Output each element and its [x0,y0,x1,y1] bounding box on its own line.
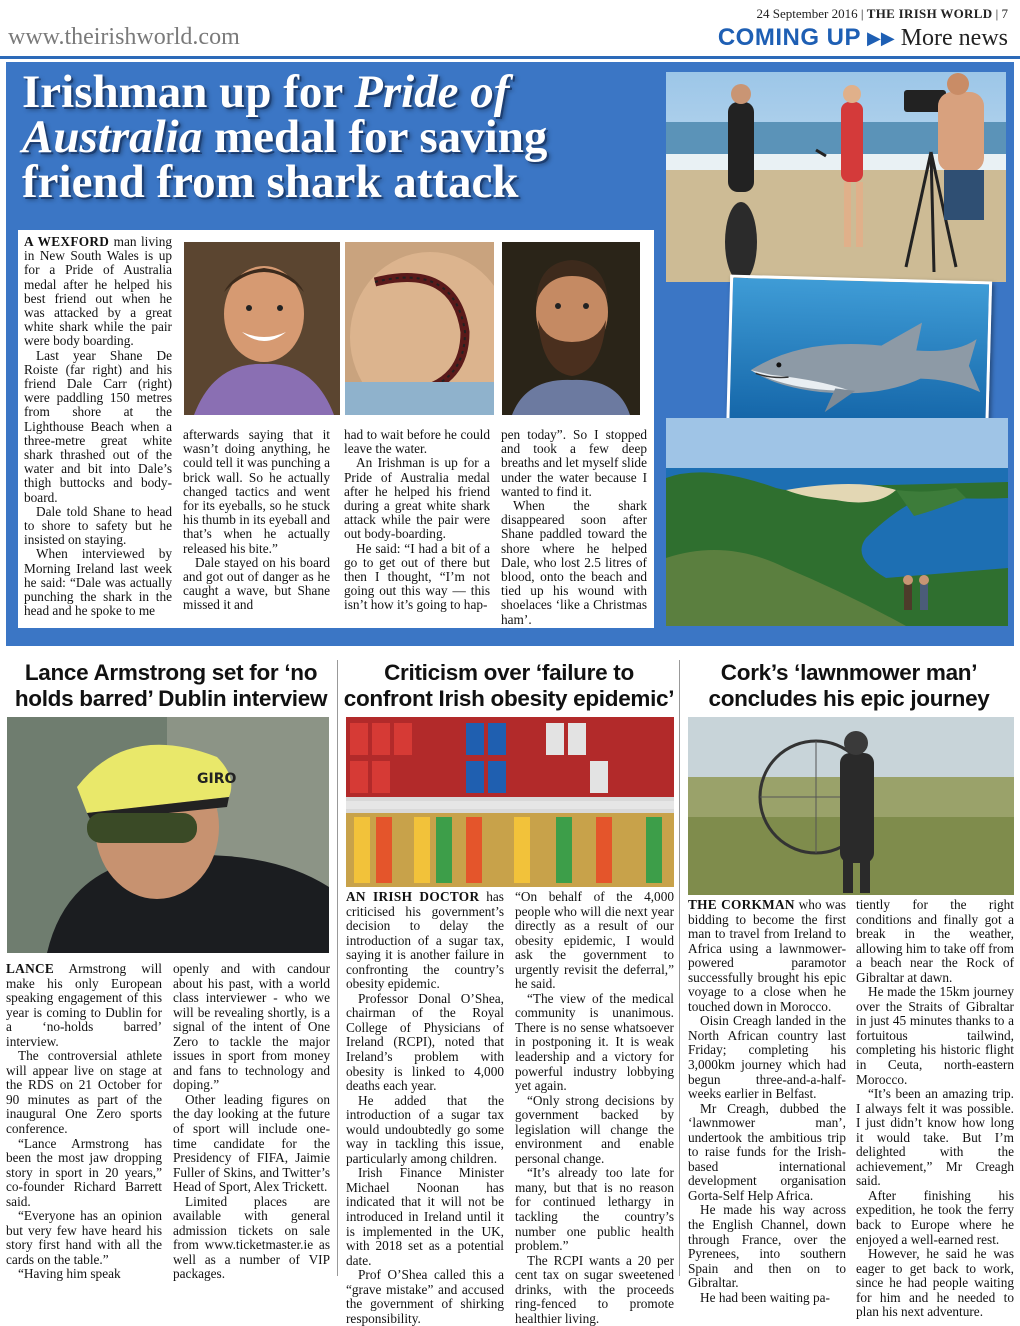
soft-drinks-shelf-photo [346,717,674,887]
feature-column-3: had to wait before he could leave the water. An Irishman is up for a Pride of Australia medal after he helped his friend during a great white shark attack while the pair were out body-boarding. He said: “I had a bit of a go to get out of there but then I thought, “I’m not going out this way — this isn’t how it’s going to hap- [344,427,490,613]
obesity-headline: Criticism over ‘failure to confront Irish obesity epidemic’ [343,660,675,711]
publication-name: THE IRISH WORLD [866,6,993,21]
paramotor-pilot-photo [688,717,1014,895]
feature-column-2: afterwards saying that it wasn’t doing anything, he could tell it was punching a brick wall. So he actually changed tactics and went for its eyeballs, so he stuck his thumb in its eyeball and that’s when he actually released his bite.” Dale stayed on his board and got out of danger as he caught a wave, but Shane missed it and [183,427,330,613]
armstrong-headline: Lance Armstrong set for ‘no holds barred’ Dublin interview [14,660,328,711]
coming-up-label: COMING UP [717,24,861,51]
feature-headline: Irishman up for Pride of Australia medal for saving friend from shark attack [22,66,548,208]
bearded-man-photo [502,242,640,415]
obesity-column-2: “On behalf of the 4,000 people who will die next year directly as a result of our obesity epidemic, I would ask the government to urgently revisit the deferral,” he said. “The view of the medical community is unanimous. There is no sense whatsoever in postponing it. It is weak leadership and a victory for powerful industry lobbying yet again. “Only strong decisions by government backed by legislation will change the environment and enable personal change. “It’s already too late for many, but that is no reason for continued lethargy in tackling the country’s number one public health problem.” The RCPI wants a 20 per cent tax on sugar sweetened drinks, with the proceeds ring-fenced to promote healthier living. [515,889,674,1326]
feature-column-4: pen today”. So I stopped and took a few deep breaths and let myself slide under the water because I wanted to find it. When the shark disappeared soon after Shane paddled toward the shore where he helped Dale, who lost 2.5 litres of blood, onto the beach and tied up his wound with shoelaces ‘like a Christmas ham’. [501,427,647,627]
lawnmower-column-1: THE CORKMAN who was bidding to become the first man to travel from Ireland to Africa using a lawnmower-powered paramotor successfully brought his epic voyage to a close when he touched down in Morocco. Oisin Creagh landed in the North African country last Friday; completing his 3,000km journey which had begun three-and-a-half-weeks earlier in Belfast. Mr Creagh, dubbed the ‘lawnmower man’, undertook the ambitious trip to raise funds for the Irish-based international development organisation Gorta-Self Help Africa. He made his way across the English Channel, down through France, over the Pyrenees, into southern Spain and then on to Gibraltar. He had been waiting pa- [688,897,846,1305]
lance-armstrong-photo [7,717,329,953]
column-divider [679,660,680,1276]
feature-column-1: A WEXFORD man living in New South Wales is up for a Pride of Australia medal after he helped his best friend out when he was attacked by a great white shark while the pair were body boarding. Last year Shane De Roiste (far right) and his friend Dale Carr (right) were paddling 150 metres from shore at the Lighthouse Beach when a three-metre great white shark thrashed out of the water and bit into Dale’s thigh buttocks and body-board. Dale told Shane to head to shore to safety but he insisted on staying. When interviewed by Morning Ireland last week he said: “Dale was actually punching the shark in the head and he spoke to me [24,234,172,619]
armstrong-column-1: LANCE Armstrong will make his only European speaking engagement of this year is coming to Dublin for a ‘no-holds barred’ interview. The controversial athlete will appear live on stage at the RDS on 21 October for 90 minutes as part of the inaugural One Zero sports conference. “Lance Armstrong has been the most jaw dropping story in sport in 20 years,” co-founder Richard Barrett said. “Everyone has an opinion but very few have heard his story first hand with all the cards on the table.” “Having him speak [6,961,162,1282]
coming-up-banner [718,24,1008,52]
issue-date: 24 September 2016 [756,6,858,21]
lawnmower-headline: Cork’s ‘lawnmower man’ concludes his epic journey [708,660,990,711]
lawnmower-column-2: tiently for the right conditions and finally got a break in the weather, allowing him to take off from a beach near the Rock of Gibraltar at dawn. He made the 15km journey over the Straits of Gibraltar in just 45 minutes thanks to a fortuitous tailwind, completing his historic flight in Ceuta, north-eastern Morocco. “It’s been an amazing trip. I always felt it was possible. I just didn’t know how long it would take. But I’m delighted with the achievement,” Mr Creagh said. After finishing his expedition, he took the ferry back to Europe where he enjoyed a well-earned rest. However, he said he was eager to get back to work, since he had people waiting for him and he needed to plan his next adventure. [856,897,1014,1320]
beach-interview-photo [666,72,1006,282]
obesity-column-1: AN IRISH DOCTOR has criticised his government’s decision to delay the introduction of a sugar tax, saying it is another failure in confronting the country’s obesity epidemic. Professor Donal O’Shea, chairman of the Royal College of Physicians of Ireland (RCPI), noted that Ireland’s problem with obesity is linked to 4,000 deaths each year. He added that the introduction of a sugar tax would undoubtedly go some way in tackling this issue, particularly among children. Irish Finance Minister Michael Noonan has indicated that it will not be introduced in Ireland until it is implemented in the UK, with 2018 set as a potential date. Prof O’Shea called this a “grave mistake” and accused the government of shirking responsibility. [346,889,504,1326]
site-url[interactable]: www.theirishworld.com [8,24,240,50]
masthead-date-line: 24 September 2016 | THE IRISH WORLD | 7 [756,6,1008,21]
more-news-label: More news [900,24,1008,51]
header-rule [0,56,1020,59]
page-number: 7 [1001,6,1008,21]
armstrong-column-2: openly and with candour about his past, with a world class interviewer - who we will be revealing shortly, is a signal of the intent of One Zero to tackle the major issues in sport from money and fans to technology and doping.” Other leading figures on the day looking at the future of sport will include one-time candidate for the Presidency of FIFA, Jaimie Fuller of Skins, and Twitter’s Head of Sport, Alex Trickett. Limited places are available with general admission tickets on sale from www.ticketmaster.ie as well as a number of VIP packages. [173,961,330,1282]
man-smiling-photo [184,242,340,415]
coastline-aerial-photo [666,418,1008,626]
svg-text:GIRO: GIRO [197,771,237,787]
double-arrow-icon: ▶▶ [867,27,895,49]
column-divider [337,660,338,1276]
stitched-wound-photo [345,242,494,415]
